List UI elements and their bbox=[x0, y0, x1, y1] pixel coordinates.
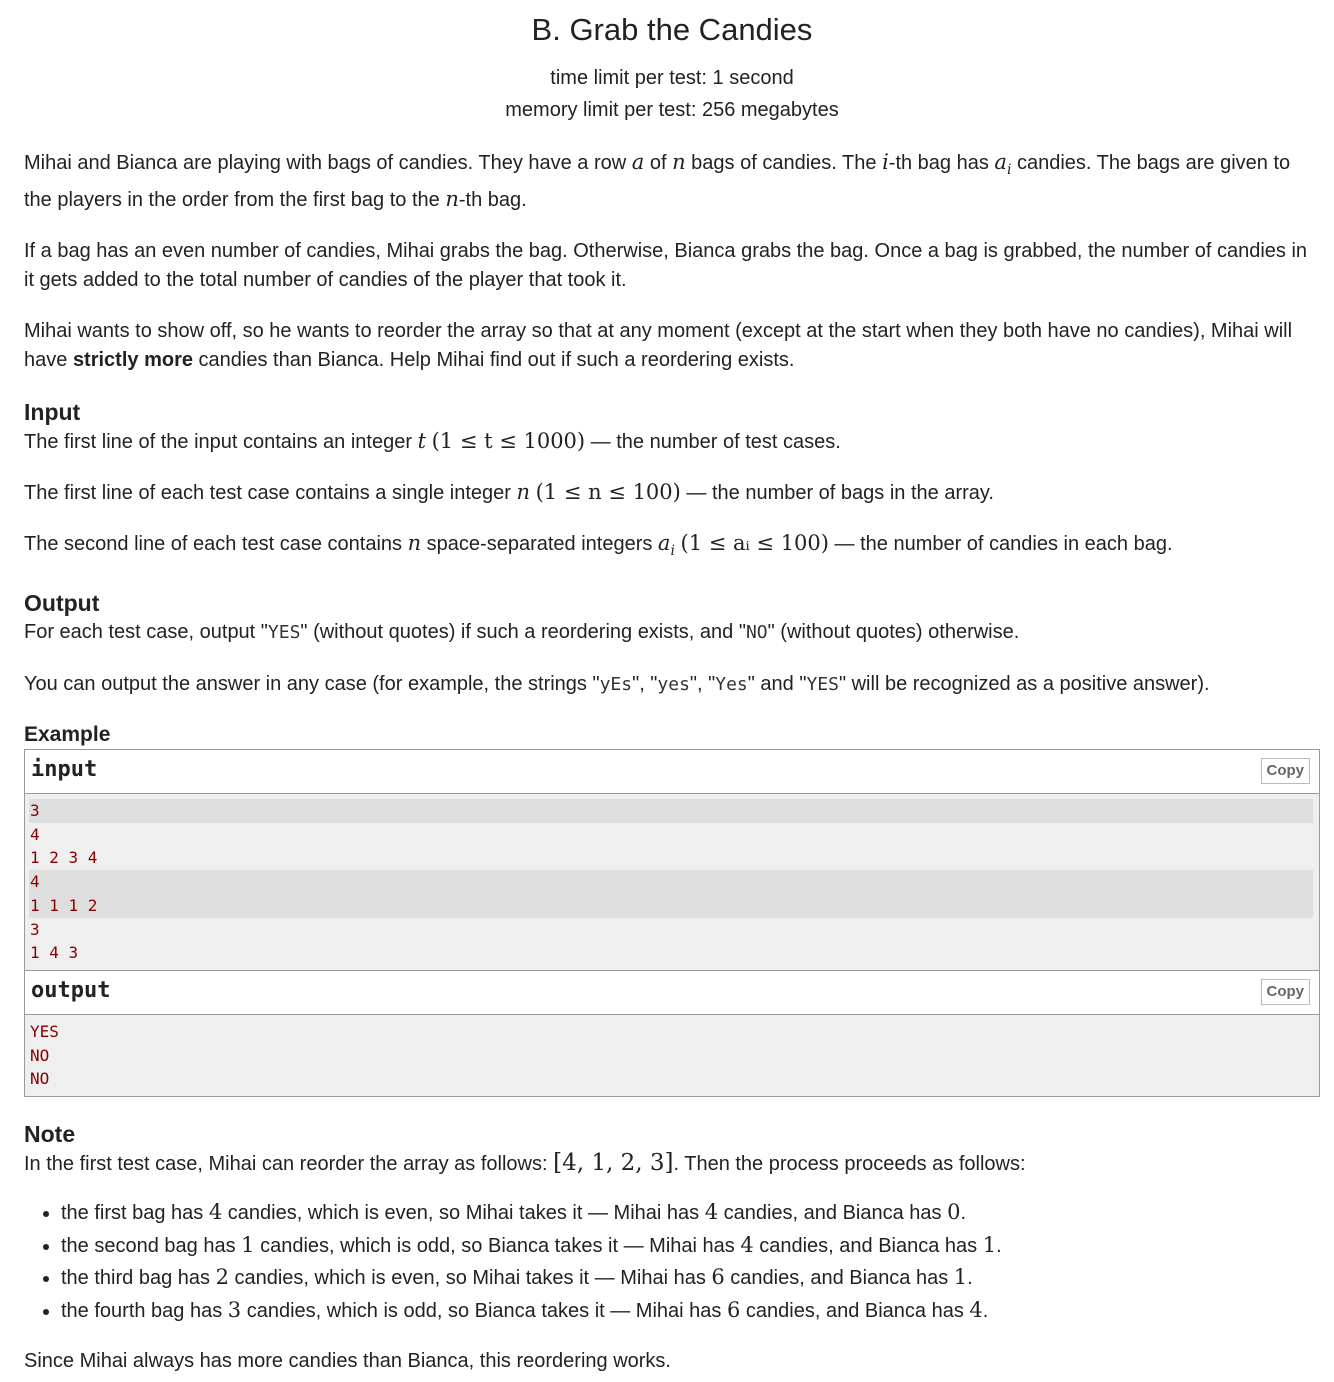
input-line: 1 1 1 2 bbox=[29, 894, 1313, 918]
output-line: NO bbox=[30, 1045, 50, 1065]
problem-statement bbox=[24, 0, 1320, 1376]
note-list-item: • the first bag has 4 candies, which is even, so Mihai takes it — Mihai has 4 candies, and Bianca has 0. bbox=[61, 1197, 1320, 1230]
note-list-item: • the second bag has 1 candies, which is odd, so Bianca takes it — Mihai has 4 candies, and Bianca has 1. bbox=[61, 1230, 1320, 1263]
example-output-content bbox=[25, 1015, 1319, 1096]
legend-paragraph-3: Mihai wants to show off, so he wants to reorder the array so that at any moment (except at the start when they both have no candies), Mihai will have strictly more candies than Bianca. Help Mihai find out if such a reordering exists. bbox=[24, 320, 1293, 371]
note-intro: In the first test case, Mihai can reorder the array as follows: [4, 1, 2, 3]. Then the process proceeds as follows: bbox=[24, 1150, 1026, 1177]
input-line-1: The first line of the input contains an integer t (1 ≤ t ≤ 1000) — the number of test cases. bbox=[24, 429, 841, 453]
example-input-box bbox=[24, 749, 1320, 1097]
copy-input-button[interactable]: Copy bbox=[1261, 758, 1311, 784]
example-input-label: input bbox=[31, 757, 98, 782]
output-line: YES bbox=[30, 1021, 59, 1041]
input-line: 4 bbox=[30, 824, 40, 844]
legend-paragraph-2: If a bag has an even number of candies, Mihai grabs the bag. Otherwise, Bianca grabs the bag. Once a bag is grabbed, the number of candies in it gets added to the total number of candies of the player that took it. bbox=[24, 240, 1308, 291]
input-line: 1 4 3 bbox=[30, 943, 79, 963]
example-heading: Example bbox=[24, 723, 111, 746]
output-line-2: You can output the answer in any case (for example, the strings "yEs", "yes", "Yes" and "YES" will be recognized as a positive answer). bbox=[24, 673, 1210, 695]
example-output-label: output bbox=[31, 977, 111, 1003]
note-heading: Note bbox=[24, 1121, 76, 1148]
input-line: 4 bbox=[29, 870, 1313, 894]
input-line: 3 bbox=[29, 799, 1313, 823]
output-line: NO bbox=[30, 1069, 50, 1089]
output-line-1: For each test case, output "YES" (without quotes) if such a reordering exists, and "NO" (without quotes) otherwise. bbox=[24, 621, 1020, 643]
input-line-2: The first line of each test case contains a single integer n (1 ≤ n ≤ 100) — the number of bags in the array. bbox=[24, 480, 994, 504]
example-input-content bbox=[25, 794, 1319, 970]
time-limit: time limit per test: 1 second bbox=[550, 67, 794, 89]
input-line: 1 2 3 4 bbox=[30, 848, 98, 868]
input-line: 3 bbox=[30, 919, 40, 939]
input-line-3: The second line of each test case contains n space-separated integers $a_i$ (1 ≤ aᵢ ≤ 100) — the number of candies in each bag. bbox=[24, 531, 1173, 559]
example-input-header bbox=[25, 750, 1319, 794]
legend-paragraph-1: Mihai and Bianca are playing with bags of candies. They have a row a of n bags of candies. The i-th bag has $a_i$ candies. The bags are given to the players in the order from the first bag to the n-th bag. bbox=[24, 150, 1291, 211]
problem-title: B. Grab the Candies bbox=[531, 12, 813, 47]
input-heading: Input bbox=[24, 399, 81, 425]
output-heading: Output bbox=[24, 590, 100, 616]
note-list bbox=[24, 1197, 1320, 1327]
note-conclusion: Since Mihai always has more candies than Bianca, this reordering works. bbox=[24, 1350, 671, 1373]
example-output-header bbox=[25, 970, 1319, 1015]
note-list-item: • the fourth bag has 3 candies, which is odd, so Bianca takes it — Mihai has 6 candies, and Bianca has 4. bbox=[61, 1295, 1320, 1328]
note-list-item: • the third bag has 2 candies, which is even, so Mihai takes it — Mihai has 6 candies, and Bianca has 1. bbox=[61, 1262, 1320, 1295]
copy-output-button[interactable]: Copy bbox=[1261, 979, 1311, 1005]
memory-limit: memory limit per test: 256 megabytes bbox=[505, 99, 839, 121]
